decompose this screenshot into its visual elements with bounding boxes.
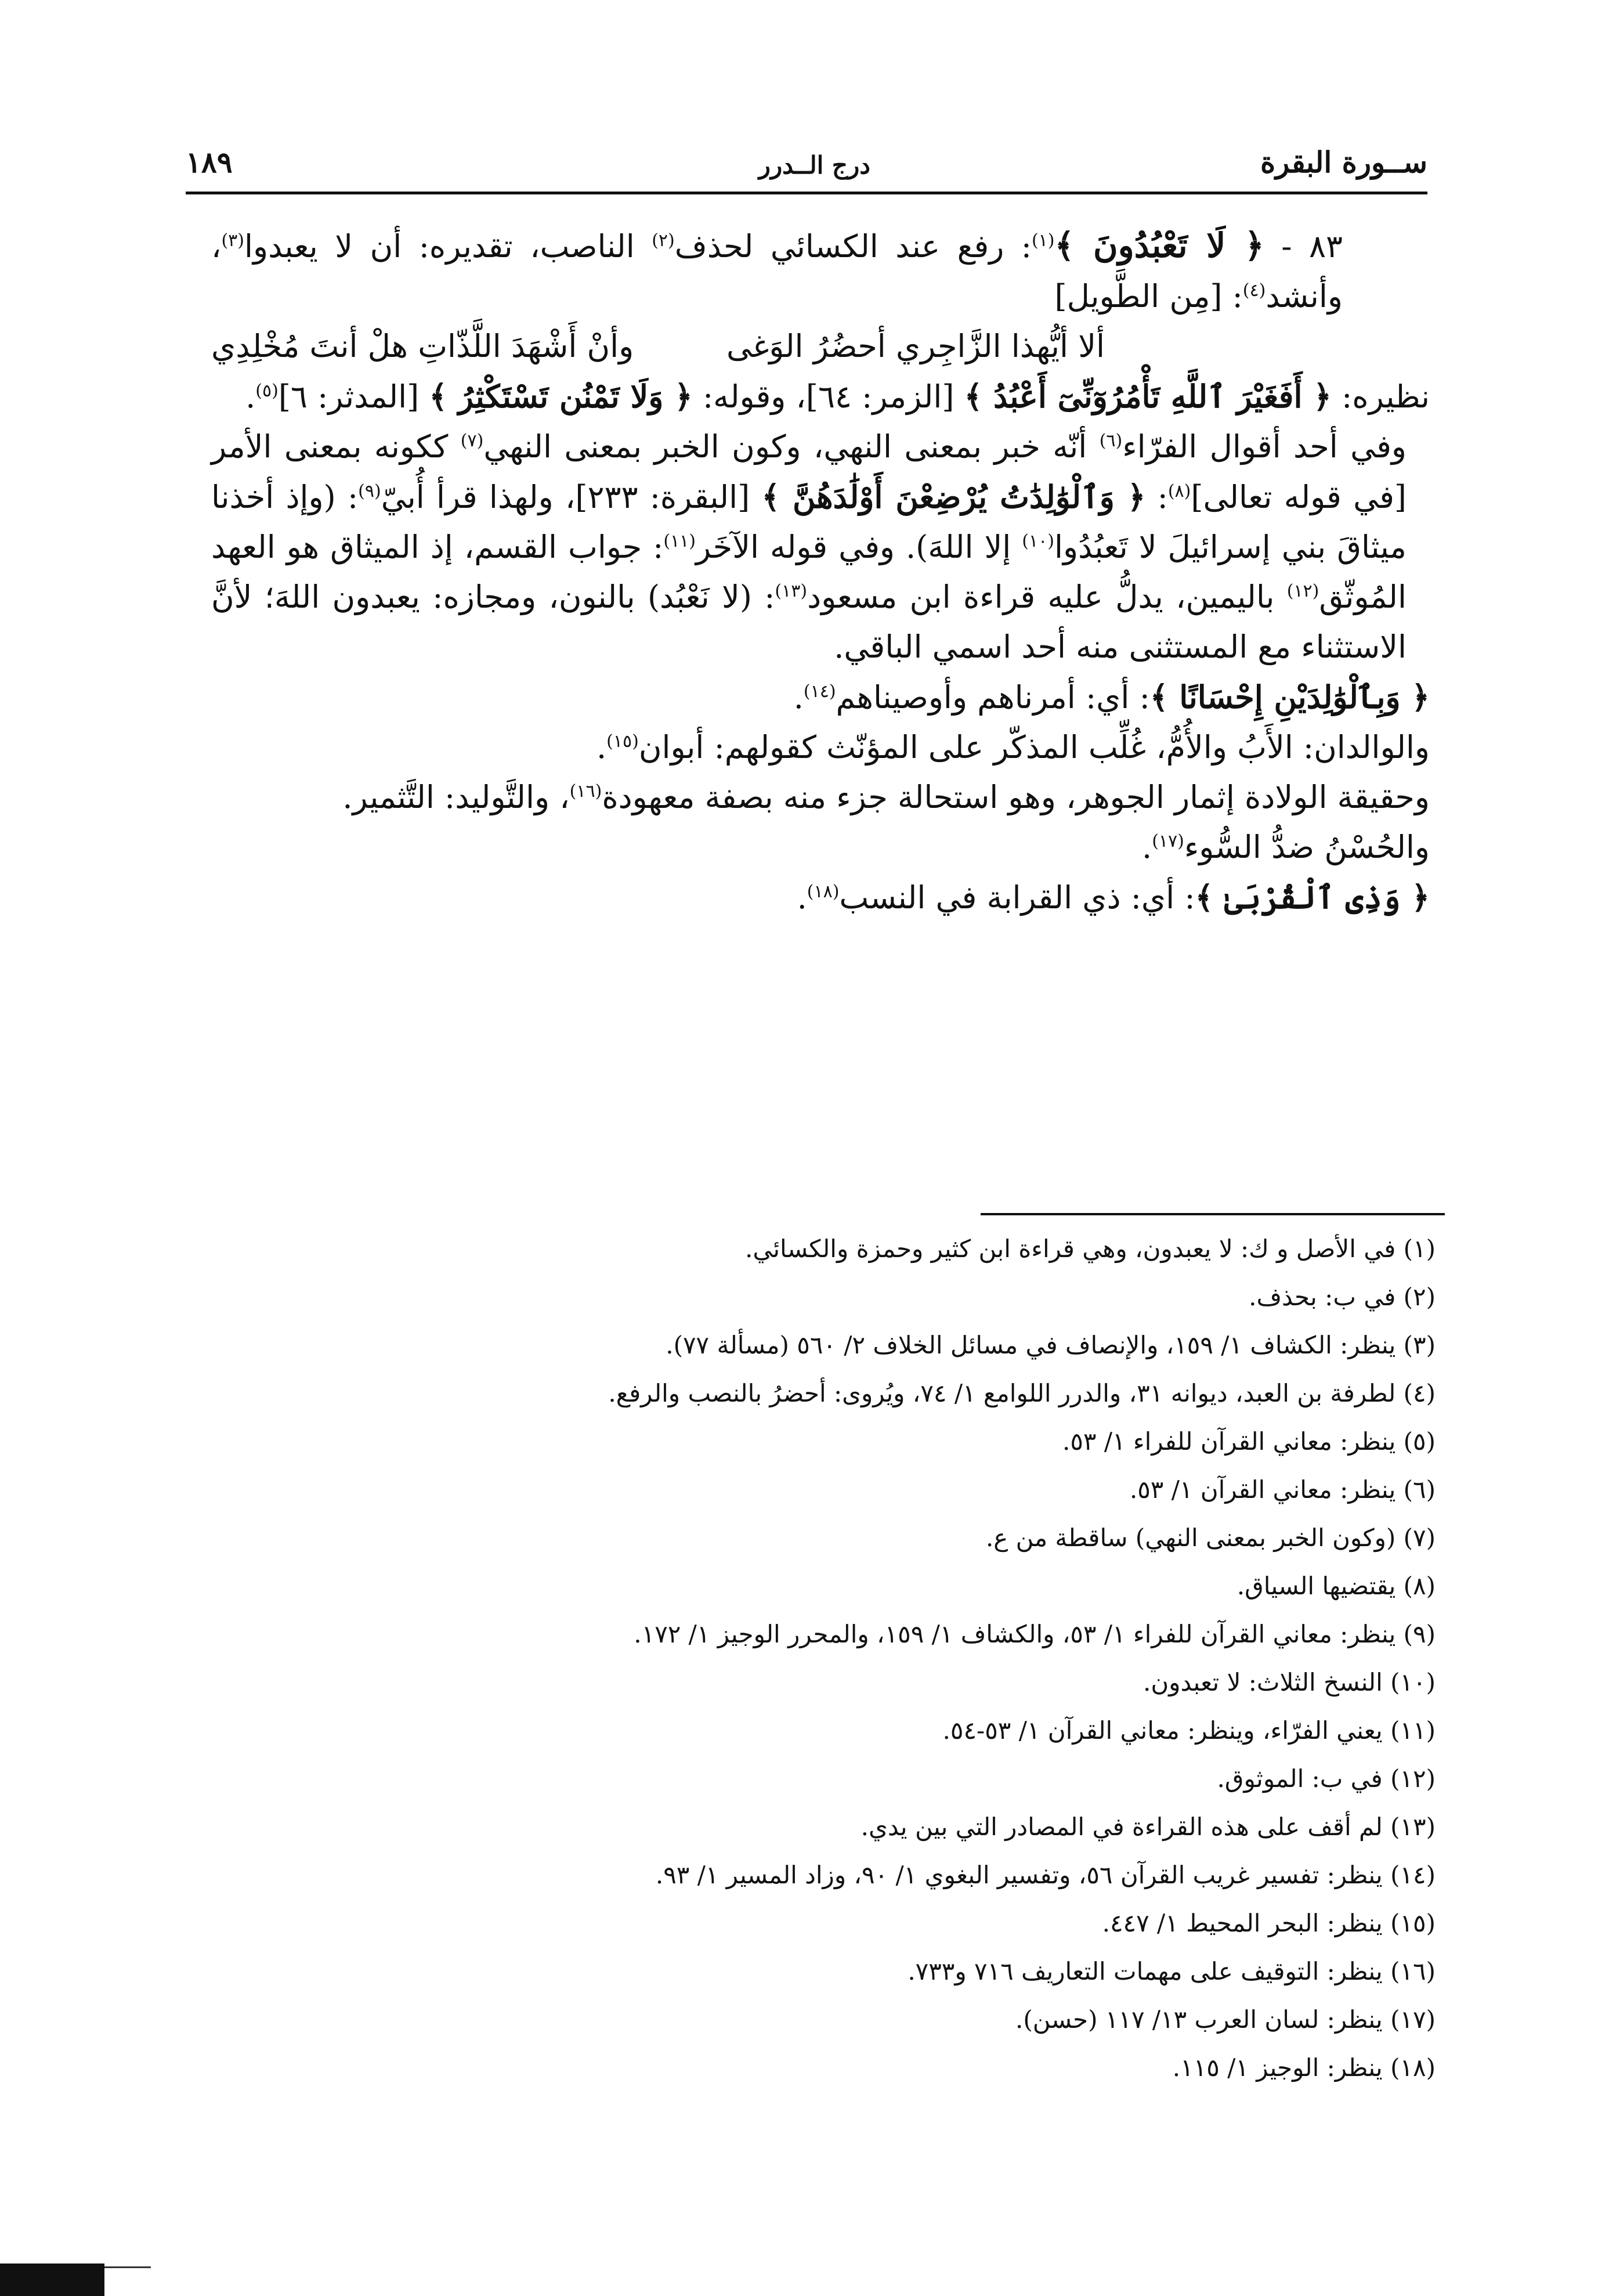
footnote-item: (٥) ينظر: معاني القرآن للفراء ١/ ٥٣. — [1062, 1427, 1436, 1456]
quran-quote: ﴿ وَبِٱلْوَٰلِدَيْنِ إِحْسَانًا ﴾ — [1149, 678, 1430, 716]
footnote-ref[interactable]: (١٨) — [807, 882, 840, 902]
footnote-ref[interactable]: (١٤) — [803, 681, 836, 702]
quran-quote: ﴿ وَٱلْوَٰلِدَٰتُ يُرْضِعْنَ أَوْلَٰدَهُنَّ ﴾ — [761, 478, 1146, 515]
text-span: ، وأنشد — [211, 228, 1343, 315]
text-span: . — [793, 679, 804, 716]
footnote-ref[interactable]: (١٠) — [1022, 531, 1054, 551]
footnote-ref[interactable]: (٩) — [358, 481, 381, 501]
footnote-ref[interactable]: (١٧) — [1152, 831, 1184, 851]
footnote-ref[interactable]: (٦) — [1099, 431, 1123, 451]
footnote-item: (٣) ينظر: الكشاف ١/ ١٥٩، والإنصاف في مسائل الخلاف ٢/ ٥٦٠ (مسألة ٧٧). — [666, 1331, 1436, 1359]
text-span: : — [1145, 479, 1168, 515]
footnote-item: (٦) ينظر: معاني القرآن ١/ ٥٣. — [1129, 1475, 1436, 1504]
paragraph-qurba — [211, 872, 1430, 923]
text-span: : جواب القسم، إذ الميثاق هو العهد المُوثّق — [211, 529, 1407, 615]
text-span: : (لا نَعْبُد) بالنون، ومجازه: يعبدون اللهَ؛ لأنَّ الاستثناء مع المستثنى منه أحد اسمي الباقي. — [211, 579, 1407, 665]
text-span: ، والتَّوليد: التَّثمير. — [342, 779, 570, 815]
footnote-item: (١١) يعني الفرّاء، وينظر: معاني القرآن ١/ ٥٣-٥٤. — [942, 1716, 1436, 1745]
quran-quote: ﴿ لَا تَعْبُدُونَ ﴾ — [1054, 226, 1264, 265]
paragraph-wilada — [211, 772, 1430, 822]
footnotes-list — [217, 1225, 1436, 2092]
footnote-item: (١٣) لم أقف على هذه القراءة في المصادر التي بين يدي. — [861, 1813, 1436, 1841]
scan-edge-line — [104, 2266, 151, 2268]
paragraph-parents — [211, 672, 1430, 723]
footnote-ref[interactable]: (١) — [1031, 230, 1055, 251]
main-text — [211, 221, 1430, 923]
text-span: [الزمر: ٦٤]، وقوله: — [692, 378, 964, 415]
text-span: والوالدان: الأَبُ والأُمُّ، غُلِّب المذكّر على المؤنّث كقولهم: أبوان — [638, 729, 1430, 766]
footnote-item: (١٥) ينظر: البحر المحيط ١/ ٤٤٧. — [1102, 1909, 1436, 1937]
footnote-item: (١٤) ينظر: تفسير غريب القرآن ٥٦، وتفسير البغوي ١/ ٩٠، وزاد المسير ١/ ٩٣. — [655, 1861, 1436, 1889]
paragraph-husn — [211, 822, 1430, 872]
scan-corner-mark — [0, 2263, 104, 2296]
text-span: . — [596, 729, 607, 766]
text-span: : [مِن الطَّويل] — [1054, 278, 1243, 315]
footnote-item: (١٦) ينظر: التوقيف على مهمات التعاريف ٧١٦ و٧٣٣. — [908, 1957, 1436, 1985]
text-span: ككونه بمعنى الأمر [في قوله تعالى] — [211, 428, 1407, 515]
paragraph-verse-83 — [211, 221, 1430, 322]
footnote-item: (٨) يقتضيها السياق. — [1237, 1572, 1436, 1600]
footnote-item: (٤) لطرفة بن العبد، ديوانه ٣١، والدرر اللوامع ١/ ٧٤، ويُروى: أحضرُ بالنصب والرفع. — [608, 1379, 1436, 1407]
poetry-verse — [211, 322, 1430, 371]
running-header — [186, 145, 1427, 186]
footnote-ref[interactable]: (٤) — [1242, 280, 1266, 301]
text-span: والحُسْنُ ضدُّ السُّوء — [1184, 829, 1430, 865]
text-span: وحقيقة الولادة إثمار الجوهر، وهو استحالة جزء منه بصفة معهودة — [602, 779, 1430, 815]
verse-number: ٨٣ - — [1264, 228, 1343, 265]
footnote-ref[interactable]: (٢) — [652, 230, 675, 251]
footnote-ref[interactable]: (٨) — [1167, 481, 1191, 501]
footnote-item: (١٠) النسخ الثلاث: لا تعبدون. — [1143, 1668, 1436, 1696]
text-span: : أي: ذي القرابة في النسب — [839, 879, 1195, 916]
text-span: [المدثر: ٦] — [278, 378, 429, 415]
page-number: ١٨٩ — [186, 145, 233, 179]
text-span: . — [1142, 829, 1152, 865]
text-span: : رفع عند الكسائي لحذف — [674, 228, 1032, 265]
quran-quote: ﴿ أَفَغَيْرَ ٱللَّهِ تَأْمُرُوٓنِّىٓ أَعْبُدُ ﴾ — [964, 378, 1332, 415]
footnote-item: (٧) (وكون الخبر بمعنى النهي) ساقطة من ع. — [985, 1524, 1436, 1552]
footnote-ref[interactable]: (١١) — [663, 531, 696, 551]
header-book-title: درج الــدرر — [758, 151, 870, 179]
footnote-ref[interactable]: (٥) — [255, 381, 279, 401]
text-span: وفي أحد أقوال الفرّاء — [1122, 428, 1407, 465]
footnote-ref[interactable]: (٣) — [221, 230, 244, 251]
paragraph-walidan — [211, 723, 1430, 772]
footnote-ref[interactable]: (١٥) — [606, 731, 639, 752]
quran-quote: ﴿ وَلَا تَمْنُن تَسْتَكْثِرُ ﴾ — [429, 378, 693, 415]
quran-quote: ﴿ وَذِى ٱلْقُرْبَىٰ ﴾ — [1195, 879, 1430, 916]
footnote-item: (٢) في ب: بحذف. — [1249, 1283, 1436, 1311]
text-span: : (وإذ أخذنا ميثاقَ بني إسرائيلَ لا تَعبُدُوا — [211, 479, 1407, 565]
text-span: إلا اللهَ). وفي قوله الآخَر — [696, 529, 1022, 565]
text-span: أنّه خبر بمعنى النهي، وكون الخبر بمعنى النهي — [483, 428, 1100, 465]
footnote-item: (١) في الأصل و ك: لا يعبدون، وهي قراءة ابن كثير وحمزة والكسائي. — [745, 1234, 1436, 1263]
text-span: نظيره: — [1331, 378, 1430, 415]
poetry-first-hemistich: ألا أيُّهذا الزَّاجِري أحضُرُ الوَغى — [726, 328, 1105, 364]
footnote-item: (٩) ينظر: معاني القرآن للفراء ١/ ٥٣، والكشاف ١/ ١٥٩، والمحرر الوجيز ١/ ١٧٢. — [634, 1620, 1436, 1648]
text-span: : أي: أمرناهم وأوصيناهم — [836, 679, 1150, 716]
text-span: باليمين، يدلُّ عليه قراءة ابن مسعود — [807, 579, 1287, 615]
footnote-item: (١٨) ينظر: الوجيز ١/ ١١٥. — [1172, 2053, 1436, 2082]
footnote-ref[interactable]: (٧) — [460, 431, 484, 451]
footnote-item: (١٧) ينظر: لسان العرب ١٣/ ١١٧ (حسن). — [1015, 2005, 1436, 2034]
header-divider — [186, 192, 1427, 194]
text-span: . — [797, 879, 807, 916]
footnote-ref[interactable]: (١٦) — [569, 781, 602, 802]
footnote-separator — [981, 1213, 1445, 1215]
text-span: الناصب، تقديره: أن لا يعبدوا — [244, 228, 652, 265]
poetry-second-hemistich: وأنْ أَشْهَدَ اللَّذّاتِ هلْ أنتَ مُخْلِدِي — [211, 328, 634, 364]
header-surah-title: ســورة البقرة — [1260, 145, 1427, 179]
paragraph-parallels — [211, 371, 1430, 422]
footnote-ref[interactable]: (١٣) — [775, 581, 808, 601]
text-span: . — [245, 378, 256, 415]
paragraph-farra — [211, 422, 1430, 672]
footnote-item: (١٢) في ب: الموثوق. — [1217, 1764, 1436, 1793]
footnote-ref[interactable]: (١٢) — [1286, 581, 1319, 601]
text-span: [البقرة: ٢٣٣]، ولهذا قرأ أُبيّ — [381, 479, 762, 515]
